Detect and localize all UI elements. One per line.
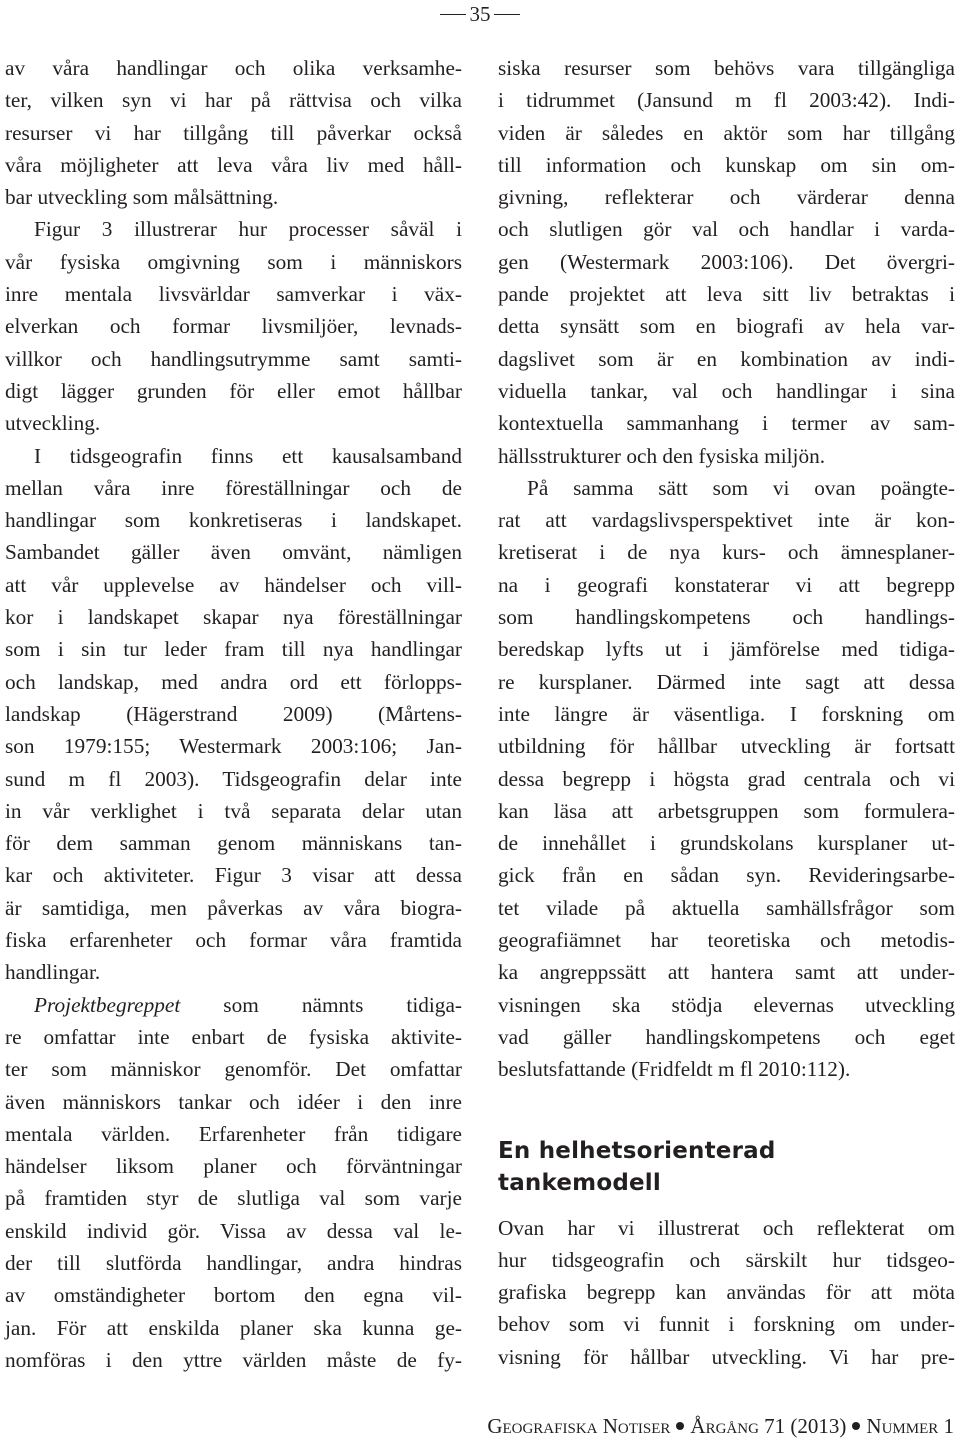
text-line <box>5 310 462 342</box>
text-line <box>498 181 955 213</box>
line-text: enskild individ gör. Vissa av dessa val le- <box>5 1218 462 1243</box>
line-text: der till slutförda handlingar, andra hindras <box>5 1250 462 1275</box>
line-text: och landskap, med andra ord ett förlopps- <box>5 669 462 694</box>
line-text: utveckling. <box>5 411 101 436</box>
bullet-separator <box>852 1422 860 1430</box>
line-text: ter som människor genomför. Det omfattar <box>5 1057 462 1082</box>
right-column-section-body <box>498 1212 955 1373</box>
text-line <box>498 795 955 827</box>
line-text: na i geografi konstaterar vi att begrepp <box>498 572 955 597</box>
text-line <box>5 1118 462 1150</box>
header-rule-right <box>494 14 520 15</box>
text-line <box>5 795 462 827</box>
text-line <box>498 375 955 407</box>
text-line <box>5 859 462 891</box>
text-line <box>5 892 462 924</box>
text-line <box>5 52 462 84</box>
text-line <box>5 666 462 698</box>
text-line <box>498 859 955 891</box>
line-text: kretiserat i de nya kurs- och ämnesplaner- <box>498 540 955 565</box>
line-text: av omständigheter bortom den egna vil- <box>5 1283 462 1308</box>
text-line <box>498 1053 955 1085</box>
right-column-body <box>498 52 955 1086</box>
line-text: inre mentala livsvärldar samverkar i väx- <box>5 282 462 307</box>
line-text: tet vilade på aktuella samhällsfrågor som <box>498 895 955 920</box>
text-line <box>498 536 955 568</box>
line-text: son 1979:155; Westermark 2003:106; Jan- <box>5 734 462 759</box>
line-text: landskap (Hägerstrand 2009) (Mårtens- <box>5 701 462 726</box>
line-text: re omfattar inte enbart de fysiska aktivite- <box>5 1024 462 1049</box>
text-line <box>498 1021 955 1053</box>
line-text: utbildning för hållbar utveckling är fortsatt <box>498 734 955 759</box>
line-text: hur tidsgeografin och särskilt hur tidsgeo- <box>498 1247 955 1272</box>
line-text: I tidsgeografin finns ett kausalsamband <box>34 443 462 468</box>
text-line <box>5 1021 462 1053</box>
text-line <box>498 52 955 84</box>
text-line <box>5 246 462 278</box>
text-line <box>5 989 462 1021</box>
text-line <box>5 763 462 795</box>
line-text: kontextuella sammanhang i termer av sam- <box>498 411 955 436</box>
line-text: gick från en sådan syn. Revideringsarbe- <box>498 863 955 888</box>
section-heading-line: tankemodell <box>498 1169 661 1196</box>
text-line <box>498 698 955 730</box>
text-line <box>498 989 955 1021</box>
text-line <box>5 827 462 859</box>
line-text: fiska erfarenheter och formar våra framtida <box>5 928 462 953</box>
line-text: detta synsätt som en biografi av hela var- <box>498 314 955 339</box>
text-line <box>5 730 462 762</box>
text-line <box>5 569 462 601</box>
text-line <box>5 698 462 730</box>
line-text: beredskap lyfts ut i jämförelse med tidiga- <box>498 637 955 662</box>
line-text: grafiska begrepp kan användas för att möta <box>498 1280 955 1305</box>
footer-issue: Nummer 1 <box>866 1414 954 1438</box>
line-text: händelser liksom planer och förväntningar <box>5 1154 462 1179</box>
line-text: kor i landskapet skapar nya föreställningar <box>5 605 462 630</box>
text-line <box>5 440 462 472</box>
text-line <box>498 343 955 375</box>
text-line <box>498 956 955 988</box>
text-line <box>498 1212 955 1244</box>
text-line <box>5 117 462 149</box>
line-text: vår fysiska omgivning som i människors <box>5 249 462 274</box>
text-line <box>498 892 955 924</box>
line-text: dagslivet som är en kombination av indi- <box>498 346 955 371</box>
italic-term: Projektbegreppet <box>34 992 181 1017</box>
line-text: mellan våra inre föreställningar och de <box>5 475 462 500</box>
text-line <box>498 633 955 665</box>
line-text: digt lägger grunden för eller emot hållbar <box>5 378 462 403</box>
line-text: våra möjligheter att leva våra liv med håll- <box>5 152 462 177</box>
line-text: Ovan har vi illustrerat och reflekterat om <box>498 1215 955 1240</box>
section-heading-line: En helhetsorienterad <box>498 1137 776 1164</box>
line-text: även människors tankar och idéer i den inre <box>5 1089 462 1114</box>
text-line <box>5 149 462 181</box>
text-line <box>5 504 462 536</box>
text-line <box>498 1244 955 1276</box>
line-text: kan läsa att arbetsgruppen som formulera- <box>498 798 955 823</box>
text-line <box>498 149 955 181</box>
page-header <box>0 0 960 28</box>
text-line <box>5 213 462 245</box>
line-text: handlingar som konkretiseras i landskapet. <box>5 508 462 533</box>
line-text: På samma sätt som vi ovan poängte- <box>527 475 955 500</box>
text-line <box>5 278 462 310</box>
text-line <box>5 956 462 988</box>
text-line <box>5 924 462 956</box>
line-text: de innehållet i grundskolans kursplaner ut- <box>498 831 955 856</box>
text-line <box>5 1344 462 1376</box>
line-text: elverkan och formar livsmiljöer, levnads- <box>5 314 462 339</box>
text-line <box>5 472 462 504</box>
text-line <box>498 440 955 472</box>
text-line <box>498 601 955 633</box>
line-text: handlingar. <box>5 960 101 985</box>
line-text: nomföras i den yttre världen måste de fy- <box>5 1347 462 1372</box>
footer-volume: Årgång 71 (2013) <box>690 1414 847 1438</box>
line-text: viduella tankar, val och handlingar i sina <box>498 378 955 403</box>
text-line <box>498 246 955 278</box>
text-line <box>498 504 955 536</box>
line-text: kar och aktiviteter. Figur 3 visar att dessa <box>5 863 462 888</box>
line-text: villkor och handlingsutrymme samt samti- <box>5 346 462 371</box>
text-line <box>5 84 462 116</box>
line-text: bar utveckling som målsättning. <box>5 185 279 210</box>
text-line <box>5 601 462 633</box>
text-line <box>498 763 955 795</box>
text-line <box>5 1215 462 1247</box>
line-text: ka angreppssätt att hantera samt att under- <box>498 960 955 985</box>
line-text: för dem samman genom människans tan- <box>5 831 462 856</box>
text-line <box>5 1247 462 1279</box>
page-footer <box>487 1412 954 1440</box>
text-line <box>5 343 462 375</box>
line-text: vad gäller handlingskompetens och eget <box>498 1024 955 1049</box>
text-line <box>498 84 955 116</box>
line-text: visningen ska stödja elevernas utveckling <box>498 992 955 1017</box>
text-line <box>498 1308 955 1340</box>
line-text: givning, reflekterar och värderar denna <box>498 185 955 210</box>
text-line <box>5 1279 462 1311</box>
line-text: ter, vilken syn vi har på rättvisa och vilka <box>5 88 462 113</box>
line-text: i tidrummet (Jansund m fl 2003:42). Indi- <box>498 88 955 113</box>
text-line <box>5 1150 462 1182</box>
line-text: beslutsfattande (Fridfeldt m fl 2010:112). <box>498 1057 851 1082</box>
text-line <box>5 1312 462 1344</box>
line-text: Figur 3 illustrerar hur processer såväl i <box>34 217 462 242</box>
line-text: mentala världen. Erfarenheter från tidigare <box>5 1121 462 1146</box>
line-text: hällsstrukturer och den fysiska miljön. <box>498 443 826 468</box>
line-text: re kursplaner. Därmed inte sagt att dessa <box>498 669 955 694</box>
line-text: sund m fl 2003). Tidsgeografin delar inte <box>5 766 462 791</box>
line-text: som handlingskompetens och handlings- <box>498 605 955 630</box>
text-line <box>498 730 955 762</box>
text-line <box>5 536 462 568</box>
line-text: som nämnts tidiga- <box>180 992 462 1017</box>
footer-journal: Geografiska Notiser <box>487 1414 671 1438</box>
line-text: resurser vi har tillgång till påverkar också <box>5 120 462 145</box>
line-text: visning för hållbar utveckling. Vi har pre- <box>498 1344 955 1369</box>
text-line <box>498 1276 955 1308</box>
line-text: dessa begrepp i högsta grad centrala och vi <box>498 766 955 791</box>
text-line <box>498 117 955 149</box>
line-text: siska resurser som behövs vara tillgängliga <box>498 56 955 80</box>
bullet-separator <box>676 1422 684 1430</box>
line-text: in vår verklighet i två separata delar utan <box>5 798 462 823</box>
text-line <box>498 310 955 342</box>
text-line <box>5 1086 462 1118</box>
section-heading <box>498 1135 955 1199</box>
text-line <box>498 472 955 504</box>
line-text: jan. För att enskilda planer ska kunna ge- <box>5 1315 462 1340</box>
text-line <box>5 407 462 439</box>
line-text: rat att vardagslivsperspektivet inte är kon- <box>498 508 955 533</box>
line-text: Sambandet gäller även omvänt, nämligen <box>5 540 462 565</box>
text-line <box>498 278 955 310</box>
text-line <box>498 407 955 439</box>
text-line <box>5 375 462 407</box>
line-text: till information och kunskap om sin om- <box>498 152 955 177</box>
line-text: geografiämnet har teoretiska och metodis- <box>498 928 955 953</box>
text-line <box>498 1341 955 1373</box>
line-text: av våra handlingar och olika verksamhe- <box>5 56 462 80</box>
text-line <box>498 666 955 698</box>
header-rule-left <box>440 14 466 15</box>
page-number: 35 <box>469 2 491 26</box>
text-line <box>498 924 955 956</box>
line-text: och slutligen gör val och handlar i varda- <box>498 217 955 242</box>
line-text: att vår upplevelse av händelser och vill- <box>5 572 462 597</box>
text-line <box>498 569 955 601</box>
line-text: pande projektet att leva sitt liv betraktas i <box>498 282 955 307</box>
right-text-column <box>498 52 955 1373</box>
left-text-column <box>5 52 462 1376</box>
line-text: inte längre är väsentliga. I forskning om <box>498 701 955 726</box>
line-text: som i sin tur leder fram till nya handlingar <box>5 637 462 662</box>
text-line <box>5 1182 462 1214</box>
line-text: gen (Westermark 2003:106). Det övergri- <box>498 249 955 274</box>
text-line <box>5 633 462 665</box>
line-text: behov som vi funnit i forskning om under- <box>498 1312 955 1337</box>
text-line <box>5 1053 462 1085</box>
text-line <box>498 213 955 245</box>
line-text: viden är således en aktör som har tillgång <box>498 120 955 145</box>
text-line <box>498 827 955 859</box>
line-text: är samtidiga, men påverkas av våra biogra- <box>5 895 462 920</box>
text-line <box>5 181 462 213</box>
line-text: på framtiden styr de slutliga val som varje <box>5 1186 462 1211</box>
